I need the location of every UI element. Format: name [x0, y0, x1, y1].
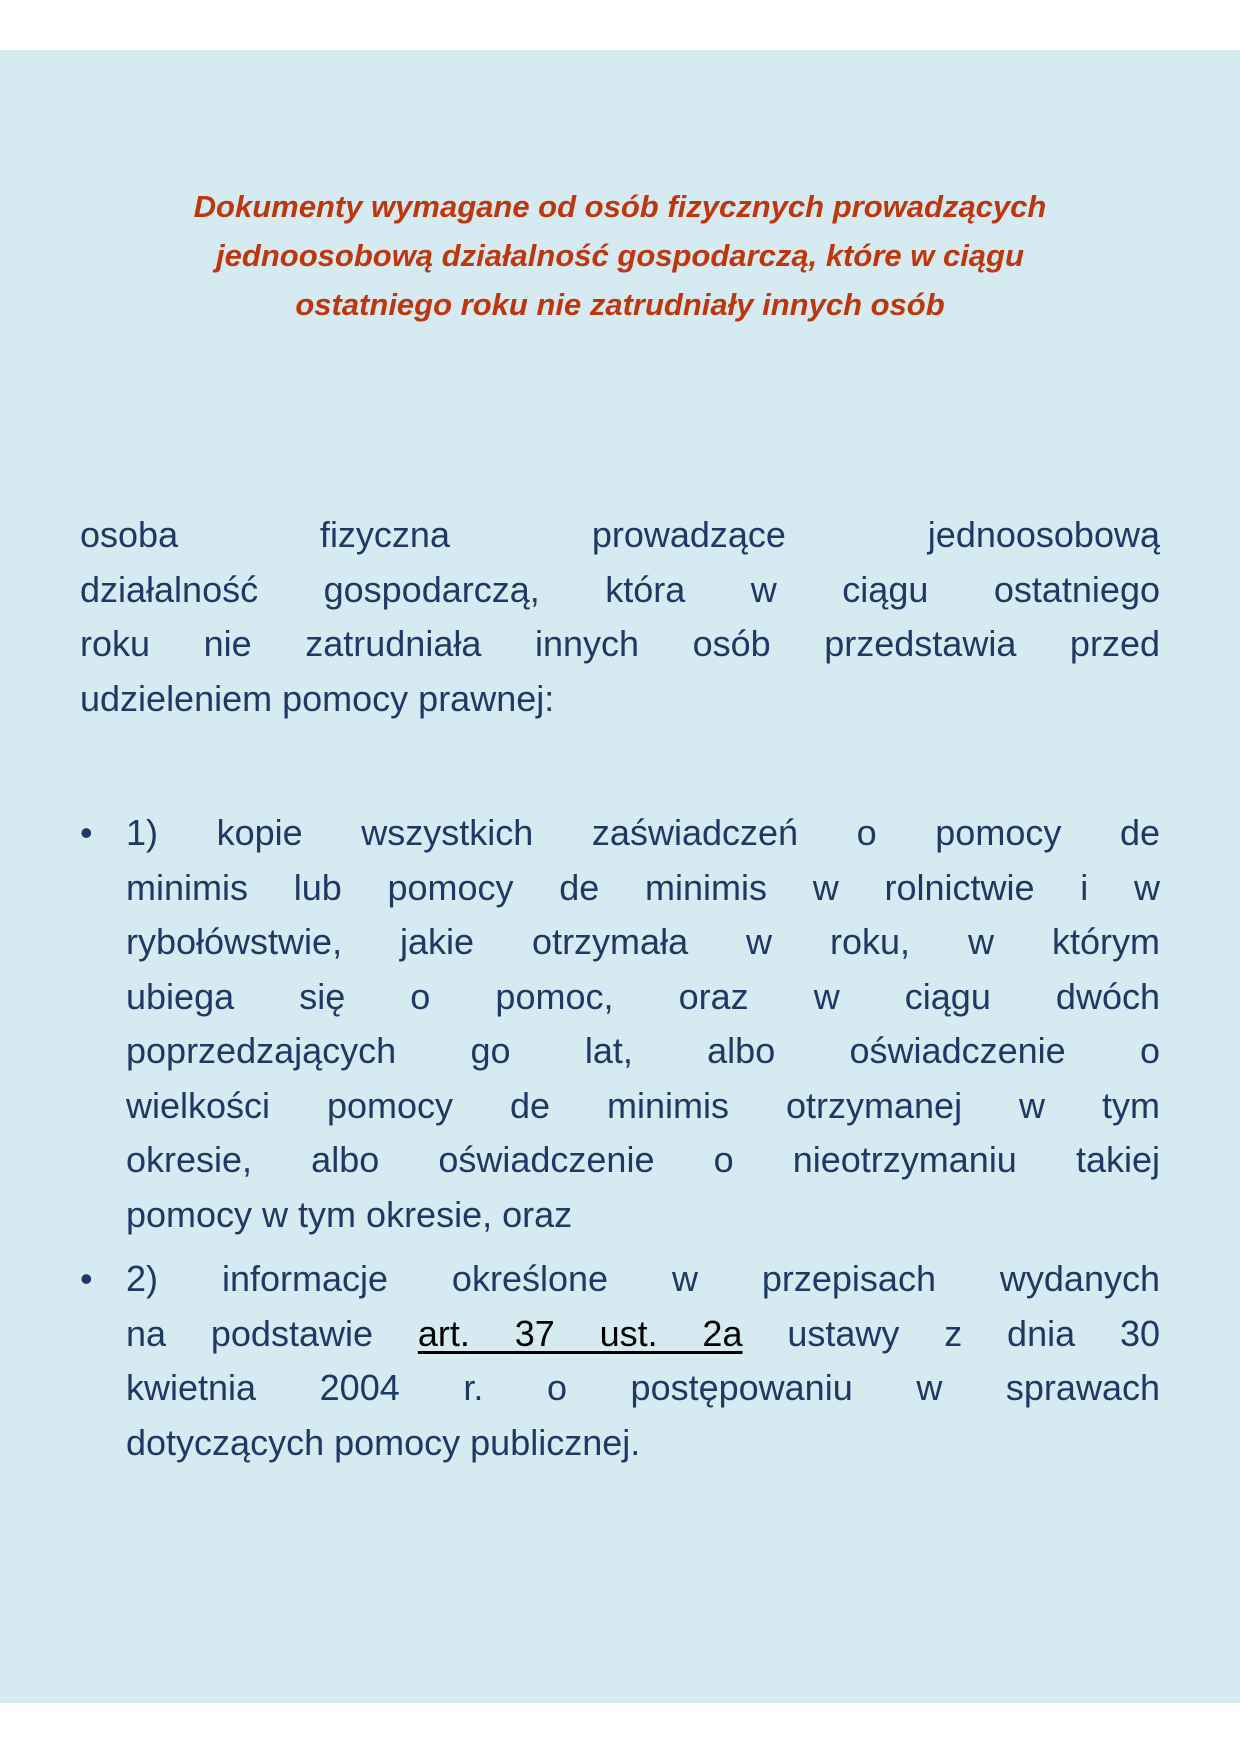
- law-reference-link[interactable]: art. 37 ust. 2a: [417, 1312, 743, 1354]
- text-line: kwietnia 2004 r. o postępowaniu w sprawach: [126, 1367, 1160, 1408]
- text-line: działalność gospodarczą, która w ciągu ostatniego: [80, 568, 1160, 610]
- text-line: 2) informacje określone w przepisach wydanych: [126, 1258, 1160, 1299]
- text-segment: na podstawie: [126, 1312, 373, 1354]
- text-line: pomocy w tym okresie, oraz: [126, 1193, 573, 1235]
- bullet-icon: •: [80, 812, 93, 853]
- text-line: wielkości pomocy de minimis otrzymanej w tym: [126, 1084, 1160, 1126]
- text-line: udzieleniem pomocy prawnej:: [80, 677, 555, 719]
- text-line: dotyczących pomocy publicznej.: [126, 1421, 641, 1463]
- text-line: 1) kopie wszystkich zaświadczeń o pomocy de: [126, 812, 1160, 853]
- text-line: ubiega się o pomoc, oraz w ciągu dwóch: [126, 975, 1160, 1017]
- document-title: [0, 182, 1240, 329]
- list-item-1: [80, 806, 1160, 1242]
- text-line: roku nie zatrudniała innych osób przedstawia przed: [80, 623, 1160, 664]
- intro-paragraph: [80, 508, 1160, 726]
- bullet-icon: •: [80, 1258, 93, 1299]
- text-segment: ustawy z dnia 30: [787, 1312, 1160, 1354]
- title-line: jednoosobową działalność gospodarczą, które w ciągu: [216, 238, 1024, 273]
- text-line: minimis lub pomocy de minimis w rolnictwie i w: [126, 866, 1160, 908]
- text-line: okresie, albo oświadczenie o nieotrzymaniu takiej: [126, 1139, 1160, 1180]
- text-line: rybołówstwie, jakie otrzymała w roku, w którym: [126, 921, 1160, 962]
- title-line: Dokumenty wymagane od osób fizycznych prowadzących: [193, 189, 1047, 224]
- list-item-2: [80, 1252, 1160, 1470]
- text-line: [126, 1307, 1160, 1362]
- text-line: poprzedzających go lat, albo oświadczenie o: [126, 1030, 1160, 1071]
- text-line: osoba fizyczna prowadzące jednoosobową: [80, 514, 1160, 555]
- title-line: ostatniego roku nie zatrudniały innych osób: [295, 287, 945, 322]
